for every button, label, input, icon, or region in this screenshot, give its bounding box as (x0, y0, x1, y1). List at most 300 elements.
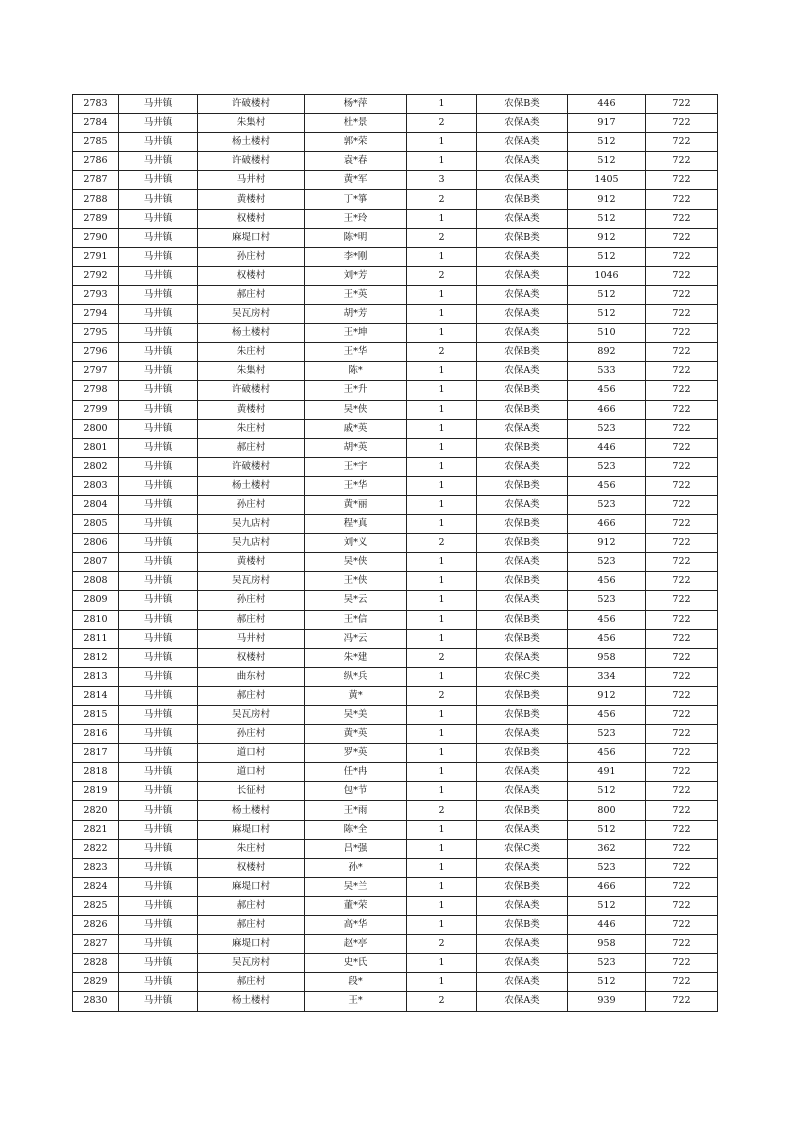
town-cell: 马井镇 (119, 877, 198, 896)
village-cell: 朱集村 (198, 114, 305, 133)
amount-cell: 912 (568, 190, 646, 209)
serial-number-cell: 2827 (73, 935, 119, 954)
amount-cell: 456 (568, 706, 646, 725)
village-cell: 道口村 (198, 763, 305, 782)
village-cell: 吴瓦房村 (198, 954, 305, 973)
standard-cell: 722 (646, 457, 718, 476)
village-cell: 孙庄村 (198, 591, 305, 610)
amount-cell: 510 (568, 324, 646, 343)
standard-cell: 722 (646, 667, 718, 686)
household-size-cell: 1 (407, 896, 477, 915)
amount-cell: 512 (568, 782, 646, 801)
table-row (73, 362, 718, 381)
table-row (73, 114, 718, 133)
village-cell: 权楼村 (198, 648, 305, 667)
household-size-cell: 1 (407, 763, 477, 782)
amount-cell: 958 (568, 935, 646, 954)
name-cell: 陈*明 (305, 228, 407, 247)
serial-number-cell: 2795 (73, 324, 119, 343)
category-cell: 农保A类 (477, 152, 568, 171)
standard-cell: 722 (646, 152, 718, 171)
category-cell: 农保B类 (477, 190, 568, 209)
village-cell: 道口村 (198, 744, 305, 763)
table-row (73, 495, 718, 514)
serial-number-cell: 2793 (73, 285, 119, 304)
standard-cell: 722 (646, 992, 718, 1011)
town-cell: 马井镇 (119, 782, 198, 801)
amount-cell: 1405 (568, 171, 646, 190)
category-cell: 农保A类 (477, 992, 568, 1011)
document-page (72, 94, 717, 1012)
household-size-cell: 1 (407, 973, 477, 992)
town-cell: 马井镇 (119, 343, 198, 362)
serial-number-cell: 2786 (73, 152, 119, 171)
town-cell: 马井镇 (119, 534, 198, 553)
name-cell: 陈* (305, 362, 407, 381)
village-cell: 许破楼村 (198, 152, 305, 171)
table-row (73, 935, 718, 954)
category-cell: 农保B类 (477, 706, 568, 725)
amount-cell: 892 (568, 343, 646, 362)
household-size-cell: 2 (407, 266, 477, 285)
town-cell: 马井镇 (119, 266, 198, 285)
category-cell: 农保A类 (477, 553, 568, 572)
name-cell: 吴*云 (305, 591, 407, 610)
standard-cell: 722 (646, 782, 718, 801)
standard-cell: 722 (646, 820, 718, 839)
serial-number-cell: 2785 (73, 133, 119, 152)
town-cell: 马井镇 (119, 706, 198, 725)
table-row (73, 916, 718, 935)
table-row (73, 438, 718, 457)
table-row (73, 629, 718, 648)
table-row (73, 896, 718, 915)
town-cell: 马井镇 (119, 247, 198, 266)
town-cell: 马井镇 (119, 457, 198, 476)
village-cell: 郝庄村 (198, 916, 305, 935)
amount-cell: 512 (568, 973, 646, 992)
amount-cell: 491 (568, 763, 646, 782)
amount-cell: 512 (568, 820, 646, 839)
amount-cell: 334 (568, 667, 646, 686)
household-size-cell: 2 (407, 648, 477, 667)
standard-cell: 722 (646, 706, 718, 725)
category-cell: 农保A类 (477, 457, 568, 476)
household-size-cell: 1 (407, 744, 477, 763)
village-cell: 吴瓦房村 (198, 572, 305, 591)
standard-cell: 722 (646, 400, 718, 419)
name-cell: 王*雨 (305, 801, 407, 820)
standard-cell: 722 (646, 629, 718, 648)
serial-number-cell: 2820 (73, 801, 119, 820)
town-cell: 马井镇 (119, 801, 198, 820)
town-cell: 马井镇 (119, 572, 198, 591)
household-size-cell: 1 (407, 954, 477, 973)
amount-cell: 533 (568, 362, 646, 381)
table-row (73, 209, 718, 228)
table-row (73, 343, 718, 362)
name-cell: 王* (305, 992, 407, 1011)
name-cell: 陈*全 (305, 820, 407, 839)
household-size-cell: 1 (407, 782, 477, 801)
household-size-cell: 1 (407, 381, 477, 400)
serial-number-cell: 2803 (73, 476, 119, 495)
amount-cell: 958 (568, 648, 646, 667)
category-cell: 农保B类 (477, 438, 568, 457)
serial-number-cell: 2813 (73, 667, 119, 686)
village-cell: 郝庄村 (198, 686, 305, 705)
standard-cell: 722 (646, 324, 718, 343)
name-cell: 吴*侠 (305, 553, 407, 572)
amount-cell: 466 (568, 515, 646, 534)
amount-cell: 523 (568, 725, 646, 744)
name-cell: 戚*英 (305, 419, 407, 438)
village-cell: 郝庄村 (198, 438, 305, 457)
category-cell: 农保B类 (477, 476, 568, 495)
amount-cell: 512 (568, 209, 646, 228)
household-size-cell: 1 (407, 610, 477, 629)
town-cell: 马井镇 (119, 667, 198, 686)
household-size-cell: 3 (407, 171, 477, 190)
serial-number-cell: 2819 (73, 782, 119, 801)
town-cell: 马井镇 (119, 400, 198, 419)
household-size-cell: 2 (407, 992, 477, 1011)
serial-number-cell: 2791 (73, 247, 119, 266)
amount-cell: 456 (568, 572, 646, 591)
serial-number-cell: 2787 (73, 171, 119, 190)
table-row (73, 266, 718, 285)
household-size-cell: 1 (407, 706, 477, 725)
town-cell: 马井镇 (119, 744, 198, 763)
town-cell: 马井镇 (119, 209, 198, 228)
name-cell: 王*坤 (305, 324, 407, 343)
category-cell: 农保A类 (477, 648, 568, 667)
table-row (73, 725, 718, 744)
category-cell: 农保B类 (477, 95, 568, 114)
village-cell: 麻堤口村 (198, 877, 305, 896)
town-cell: 马井镇 (119, 763, 198, 782)
household-size-cell: 1 (407, 247, 477, 266)
name-cell: 孙* (305, 858, 407, 877)
amount-cell: 512 (568, 285, 646, 304)
name-cell: 黄* (305, 686, 407, 705)
household-size-cell: 1 (407, 285, 477, 304)
town-cell: 马井镇 (119, 190, 198, 209)
amount-cell: 523 (568, 553, 646, 572)
name-cell: 王*华 (305, 476, 407, 495)
village-cell: 郝庄村 (198, 285, 305, 304)
serial-number-cell: 2824 (73, 877, 119, 896)
serial-number-cell: 2825 (73, 896, 119, 915)
name-cell: 包*节 (305, 782, 407, 801)
town-cell: 马井镇 (119, 419, 198, 438)
amount-cell: 446 (568, 916, 646, 935)
household-size-cell: 2 (407, 228, 477, 247)
standard-cell: 722 (646, 763, 718, 782)
table-row (73, 572, 718, 591)
household-size-cell: 1 (407, 553, 477, 572)
table-row (73, 285, 718, 304)
amount-cell: 523 (568, 591, 646, 610)
standard-cell: 722 (646, 190, 718, 209)
table-row (73, 133, 718, 152)
name-cell: 段* (305, 973, 407, 992)
household-size-cell: 2 (407, 114, 477, 133)
category-cell: 农保B类 (477, 686, 568, 705)
household-size-cell: 1 (407, 305, 477, 324)
town-cell: 马井镇 (119, 610, 198, 629)
category-cell: 农保A类 (477, 305, 568, 324)
village-cell: 许破楼村 (198, 95, 305, 114)
village-cell: 朱庄村 (198, 419, 305, 438)
town-cell: 马井镇 (119, 896, 198, 915)
table-row (73, 400, 718, 419)
standard-cell: 722 (646, 362, 718, 381)
table-row (73, 763, 718, 782)
household-size-cell: 1 (407, 419, 477, 438)
standard-cell: 722 (646, 591, 718, 610)
table-row (73, 591, 718, 610)
village-cell: 麻堤口村 (198, 935, 305, 954)
village-cell: 马井村 (198, 629, 305, 648)
name-cell: 董*荣 (305, 896, 407, 915)
town-cell: 马井镇 (119, 629, 198, 648)
standard-cell: 722 (646, 171, 718, 190)
village-cell: 吴九店村 (198, 534, 305, 553)
name-cell: 杨*萍 (305, 95, 407, 114)
category-cell: 农保A类 (477, 114, 568, 133)
standard-cell: 722 (646, 95, 718, 114)
amount-cell: 1046 (568, 266, 646, 285)
name-cell: 王*玲 (305, 209, 407, 228)
village-cell: 权楼村 (198, 266, 305, 285)
name-cell: 吴*美 (305, 706, 407, 725)
name-cell: 胡*英 (305, 438, 407, 457)
amount-cell: 362 (568, 839, 646, 858)
serial-number-cell: 2788 (73, 190, 119, 209)
category-cell: 农保B类 (477, 572, 568, 591)
category-cell: 农保A类 (477, 725, 568, 744)
serial-number-cell: 2816 (73, 725, 119, 744)
category-cell: 农保B类 (477, 916, 568, 935)
standard-cell: 722 (646, 266, 718, 285)
table-row (73, 973, 718, 992)
village-cell: 朱庄村 (198, 343, 305, 362)
category-cell: 农保A类 (477, 324, 568, 343)
standard-cell: 722 (646, 744, 718, 763)
name-cell: 任*冉 (305, 763, 407, 782)
category-cell: 农保A类 (477, 247, 568, 266)
category-cell: 农保A类 (477, 209, 568, 228)
serial-number-cell: 2804 (73, 495, 119, 514)
serial-number-cell: 2821 (73, 820, 119, 839)
town-cell: 马井镇 (119, 515, 198, 534)
name-cell: 王*宇 (305, 457, 407, 476)
household-size-cell: 1 (407, 324, 477, 343)
town-cell: 马井镇 (119, 954, 198, 973)
amount-cell: 512 (568, 896, 646, 915)
amount-cell: 912 (568, 534, 646, 553)
standard-cell: 722 (646, 419, 718, 438)
town-cell: 马井镇 (119, 839, 198, 858)
standard-cell: 722 (646, 343, 718, 362)
serial-number-cell: 2799 (73, 400, 119, 419)
table-row (73, 247, 718, 266)
village-cell: 郝庄村 (198, 610, 305, 629)
serial-number-cell: 2810 (73, 610, 119, 629)
household-size-cell: 1 (407, 916, 477, 935)
standard-cell: 722 (646, 973, 718, 992)
serial-number-cell: 2807 (73, 553, 119, 572)
table-row (73, 610, 718, 629)
name-cell: 王*华 (305, 343, 407, 362)
household-size-cell: 1 (407, 362, 477, 381)
serial-number-cell: 2784 (73, 114, 119, 133)
village-cell: 吴瓦房村 (198, 706, 305, 725)
serial-number-cell: 2801 (73, 438, 119, 457)
category-cell: 农保A类 (477, 896, 568, 915)
category-cell: 农保A类 (477, 419, 568, 438)
name-cell: 黄*丽 (305, 495, 407, 514)
standard-cell: 722 (646, 648, 718, 667)
household-size-cell: 1 (407, 820, 477, 839)
town-cell: 马井镇 (119, 935, 198, 954)
town-cell: 马井镇 (119, 553, 198, 572)
serial-number-cell: 2829 (73, 973, 119, 992)
category-cell: 农保B类 (477, 381, 568, 400)
standard-cell: 722 (646, 476, 718, 495)
town-cell: 马井镇 (119, 228, 198, 247)
table-row (73, 686, 718, 705)
serial-number-cell: 2830 (73, 992, 119, 1011)
table-row (73, 553, 718, 572)
town-cell: 马井镇 (119, 362, 198, 381)
name-cell: 黄*军 (305, 171, 407, 190)
name-cell: 冯*云 (305, 629, 407, 648)
category-cell: 农保B类 (477, 744, 568, 763)
amount-cell: 466 (568, 400, 646, 419)
name-cell: 高*华 (305, 916, 407, 935)
household-size-cell: 1 (407, 725, 477, 744)
household-size-cell: 1 (407, 572, 477, 591)
table-row (73, 419, 718, 438)
amount-cell: 523 (568, 954, 646, 973)
serial-number-cell: 2797 (73, 362, 119, 381)
standard-cell: 722 (646, 133, 718, 152)
name-cell: 丁*箏 (305, 190, 407, 209)
household-size-cell: 2 (407, 801, 477, 820)
name-cell: 罗*英 (305, 744, 407, 763)
category-cell: 农保A类 (477, 763, 568, 782)
household-size-cell: 1 (407, 877, 477, 896)
category-cell: 农保A类 (477, 858, 568, 877)
name-cell: 袁*春 (305, 152, 407, 171)
household-size-cell: 2 (407, 935, 477, 954)
name-cell: 王*信 (305, 610, 407, 629)
town-cell: 马井镇 (119, 725, 198, 744)
village-cell: 杨土楼村 (198, 992, 305, 1011)
standard-cell: 722 (646, 916, 718, 935)
household-size-cell: 1 (407, 438, 477, 457)
serial-number-cell: 2818 (73, 763, 119, 782)
town-cell: 马井镇 (119, 381, 198, 400)
category-cell: 农保A类 (477, 782, 568, 801)
table-row (73, 877, 718, 896)
village-cell: 吴瓦房村 (198, 305, 305, 324)
category-cell: 农保A类 (477, 171, 568, 190)
table-row (73, 228, 718, 247)
household-size-cell: 1 (407, 515, 477, 534)
category-cell: 农保C类 (477, 839, 568, 858)
household-size-cell: 1 (407, 495, 477, 514)
town-cell: 马井镇 (119, 686, 198, 705)
village-cell: 曲东村 (198, 667, 305, 686)
name-cell: 李*刚 (305, 247, 407, 266)
table-row (73, 515, 718, 534)
category-cell: 农保B类 (477, 400, 568, 419)
standard-cell: 722 (646, 572, 718, 591)
village-cell: 杨土楼村 (198, 133, 305, 152)
town-cell: 马井镇 (119, 438, 198, 457)
serial-number-cell: 2826 (73, 916, 119, 935)
roster-table-body (73, 95, 718, 1012)
serial-number-cell: 2794 (73, 305, 119, 324)
town-cell: 马井镇 (119, 858, 198, 877)
serial-number-cell: 2790 (73, 228, 119, 247)
table-row (73, 744, 718, 763)
serial-number-cell: 2812 (73, 648, 119, 667)
table-row (73, 667, 718, 686)
amount-cell: 466 (568, 877, 646, 896)
amount-cell: 523 (568, 495, 646, 514)
name-cell: 黄*英 (305, 725, 407, 744)
standard-cell: 722 (646, 515, 718, 534)
household-size-cell: 1 (407, 629, 477, 648)
category-cell: 农保A类 (477, 954, 568, 973)
table-row (73, 534, 718, 553)
name-cell: 郭*荣 (305, 133, 407, 152)
household-size-cell: 1 (407, 133, 477, 152)
amount-cell: 912 (568, 686, 646, 705)
standard-cell: 722 (646, 228, 718, 247)
amount-cell: 512 (568, 305, 646, 324)
standard-cell: 722 (646, 877, 718, 896)
standard-cell: 722 (646, 285, 718, 304)
category-cell: 农保B类 (477, 515, 568, 534)
standard-cell: 722 (646, 686, 718, 705)
amount-cell: 523 (568, 419, 646, 438)
town-cell: 马井镇 (119, 285, 198, 304)
serial-number-cell: 2796 (73, 343, 119, 362)
table-row (73, 381, 718, 400)
amount-cell: 512 (568, 133, 646, 152)
name-cell: 王*英 (305, 285, 407, 304)
serial-number-cell: 2798 (73, 381, 119, 400)
serial-number-cell: 2814 (73, 686, 119, 705)
standard-cell: 722 (646, 896, 718, 915)
household-size-cell: 1 (407, 400, 477, 419)
town-cell: 马井镇 (119, 820, 198, 839)
town-cell: 马井镇 (119, 95, 198, 114)
name-cell: 杜*景 (305, 114, 407, 133)
standard-cell: 722 (646, 725, 718, 744)
name-cell: 史*氏 (305, 954, 407, 973)
village-cell: 杨土楼村 (198, 324, 305, 343)
village-cell: 麻堤口村 (198, 820, 305, 839)
amount-cell: 446 (568, 438, 646, 457)
amount-cell: 939 (568, 992, 646, 1011)
village-cell: 权楼村 (198, 209, 305, 228)
